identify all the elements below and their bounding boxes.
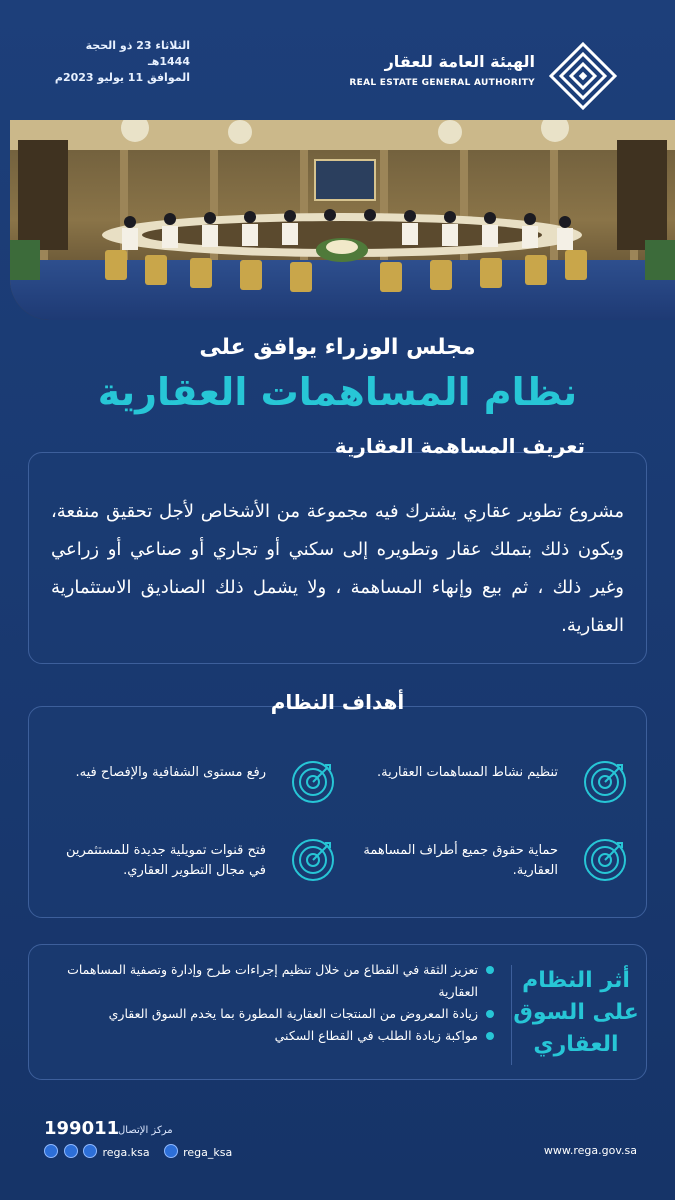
twitter-icon[interactable] [164, 1144, 178, 1158]
authority-logo [349, 48, 635, 108]
headline-line-2: نظام المساهمات العقارية [97, 370, 578, 414]
impact-heading: أثر النظام على السوق العقاري [511, 965, 640, 1065]
date-hijri: الثلاثاء 23 ذو الحجة 1444هـ [85, 39, 190, 68]
council-meeting-photo [10, 120, 675, 320]
bullet-icon [486, 966, 494, 974]
target-icon [582, 759, 628, 805]
meeting-hall-illustration [10, 120, 675, 320]
logo-english-name: REAL ESTATE GENERAL AUTHORITY [349, 78, 535, 88]
headline-line-1: مجلس الوزراء يوافق على [199, 335, 476, 360]
impact-list [46, 959, 496, 1047]
logo-arabic-name: الهيئة العامة للعقار [384, 52, 535, 71]
call-center-number[interactable]: 199011 [44, 1118, 120, 1139]
linkedin-icon[interactable] [83, 1144, 97, 1158]
goal-item [358, 753, 628, 813]
logo-mark-icon [549, 42, 617, 110]
social-handles [44, 1144, 232, 1159]
target-icon [582, 837, 628, 883]
target-icon [290, 837, 336, 883]
definition-card [28, 452, 647, 664]
goal-text: حماية حقوق جميع أطراف المساهمة العقارية. [363, 843, 558, 878]
goal-text: فتح قنوات تمويلية جديدة للمستثمرين في مجال التطوير العقاري. [66, 843, 266, 878]
definition-heading: تعريف المساهمة العقارية [334, 434, 585, 458]
goals-heading: أهداف النظام [270, 690, 405, 714]
impact-card [28, 944, 647, 1080]
goal-item [66, 831, 336, 891]
bullet-icon [486, 1010, 494, 1018]
date-gregorian: الموافق 11 يوليو 2023م [54, 71, 190, 84]
goal-item [66, 753, 336, 813]
youtube-icon[interactable] [64, 1144, 78, 1158]
bullet-icon [486, 1032, 494, 1040]
website-link[interactable]: www.rega.gov.sa [543, 1144, 637, 1157]
goal-text: تنظيم نشاط المساهمات العقارية. [377, 765, 558, 780]
social-handle-1[interactable]: rega.ksa [102, 1146, 150, 1159]
date-block [40, 38, 190, 86]
goal-item [358, 831, 628, 891]
target-icon [290, 759, 336, 805]
goals-card [28, 706, 647, 918]
impact-item: زيادة المعروض من المنتجات العقارية المطورة بما يخدم السوق العقاري [46, 1003, 496, 1025]
impact-item: مواكبة زيادة الطلب في القطاع السكني [46, 1025, 496, 1047]
social-handle-2[interactable]: rega_ksa [183, 1146, 233, 1159]
impact-item: تعزيز الثقة في القطاع من خلال تنظيم إجراءات طرح وإدارة وتصفية المساهمات العقارية [46, 959, 496, 1003]
facebook-icon[interactable] [44, 1144, 58, 1158]
goal-text: رفع مستوى الشفافية والإفصاح فيه. [75, 765, 266, 780]
definition-text: مشروع تطوير عقاري يشترك فيه مجموعة من الأشخاص لأجل تحقيق منفعة، ويكون ذلك بتملك عقار وتطويره إلى سكني أو تجاري أو صناعي أو زراعي وغير ذلك ، ثم بيع وإنهاء المساهمة ، ولا يشمل ذلك الصناديق الاستثمارية العقارية. [51, 501, 624, 636]
call-center-label: مركز الإتصال [118, 1125, 173, 1136]
